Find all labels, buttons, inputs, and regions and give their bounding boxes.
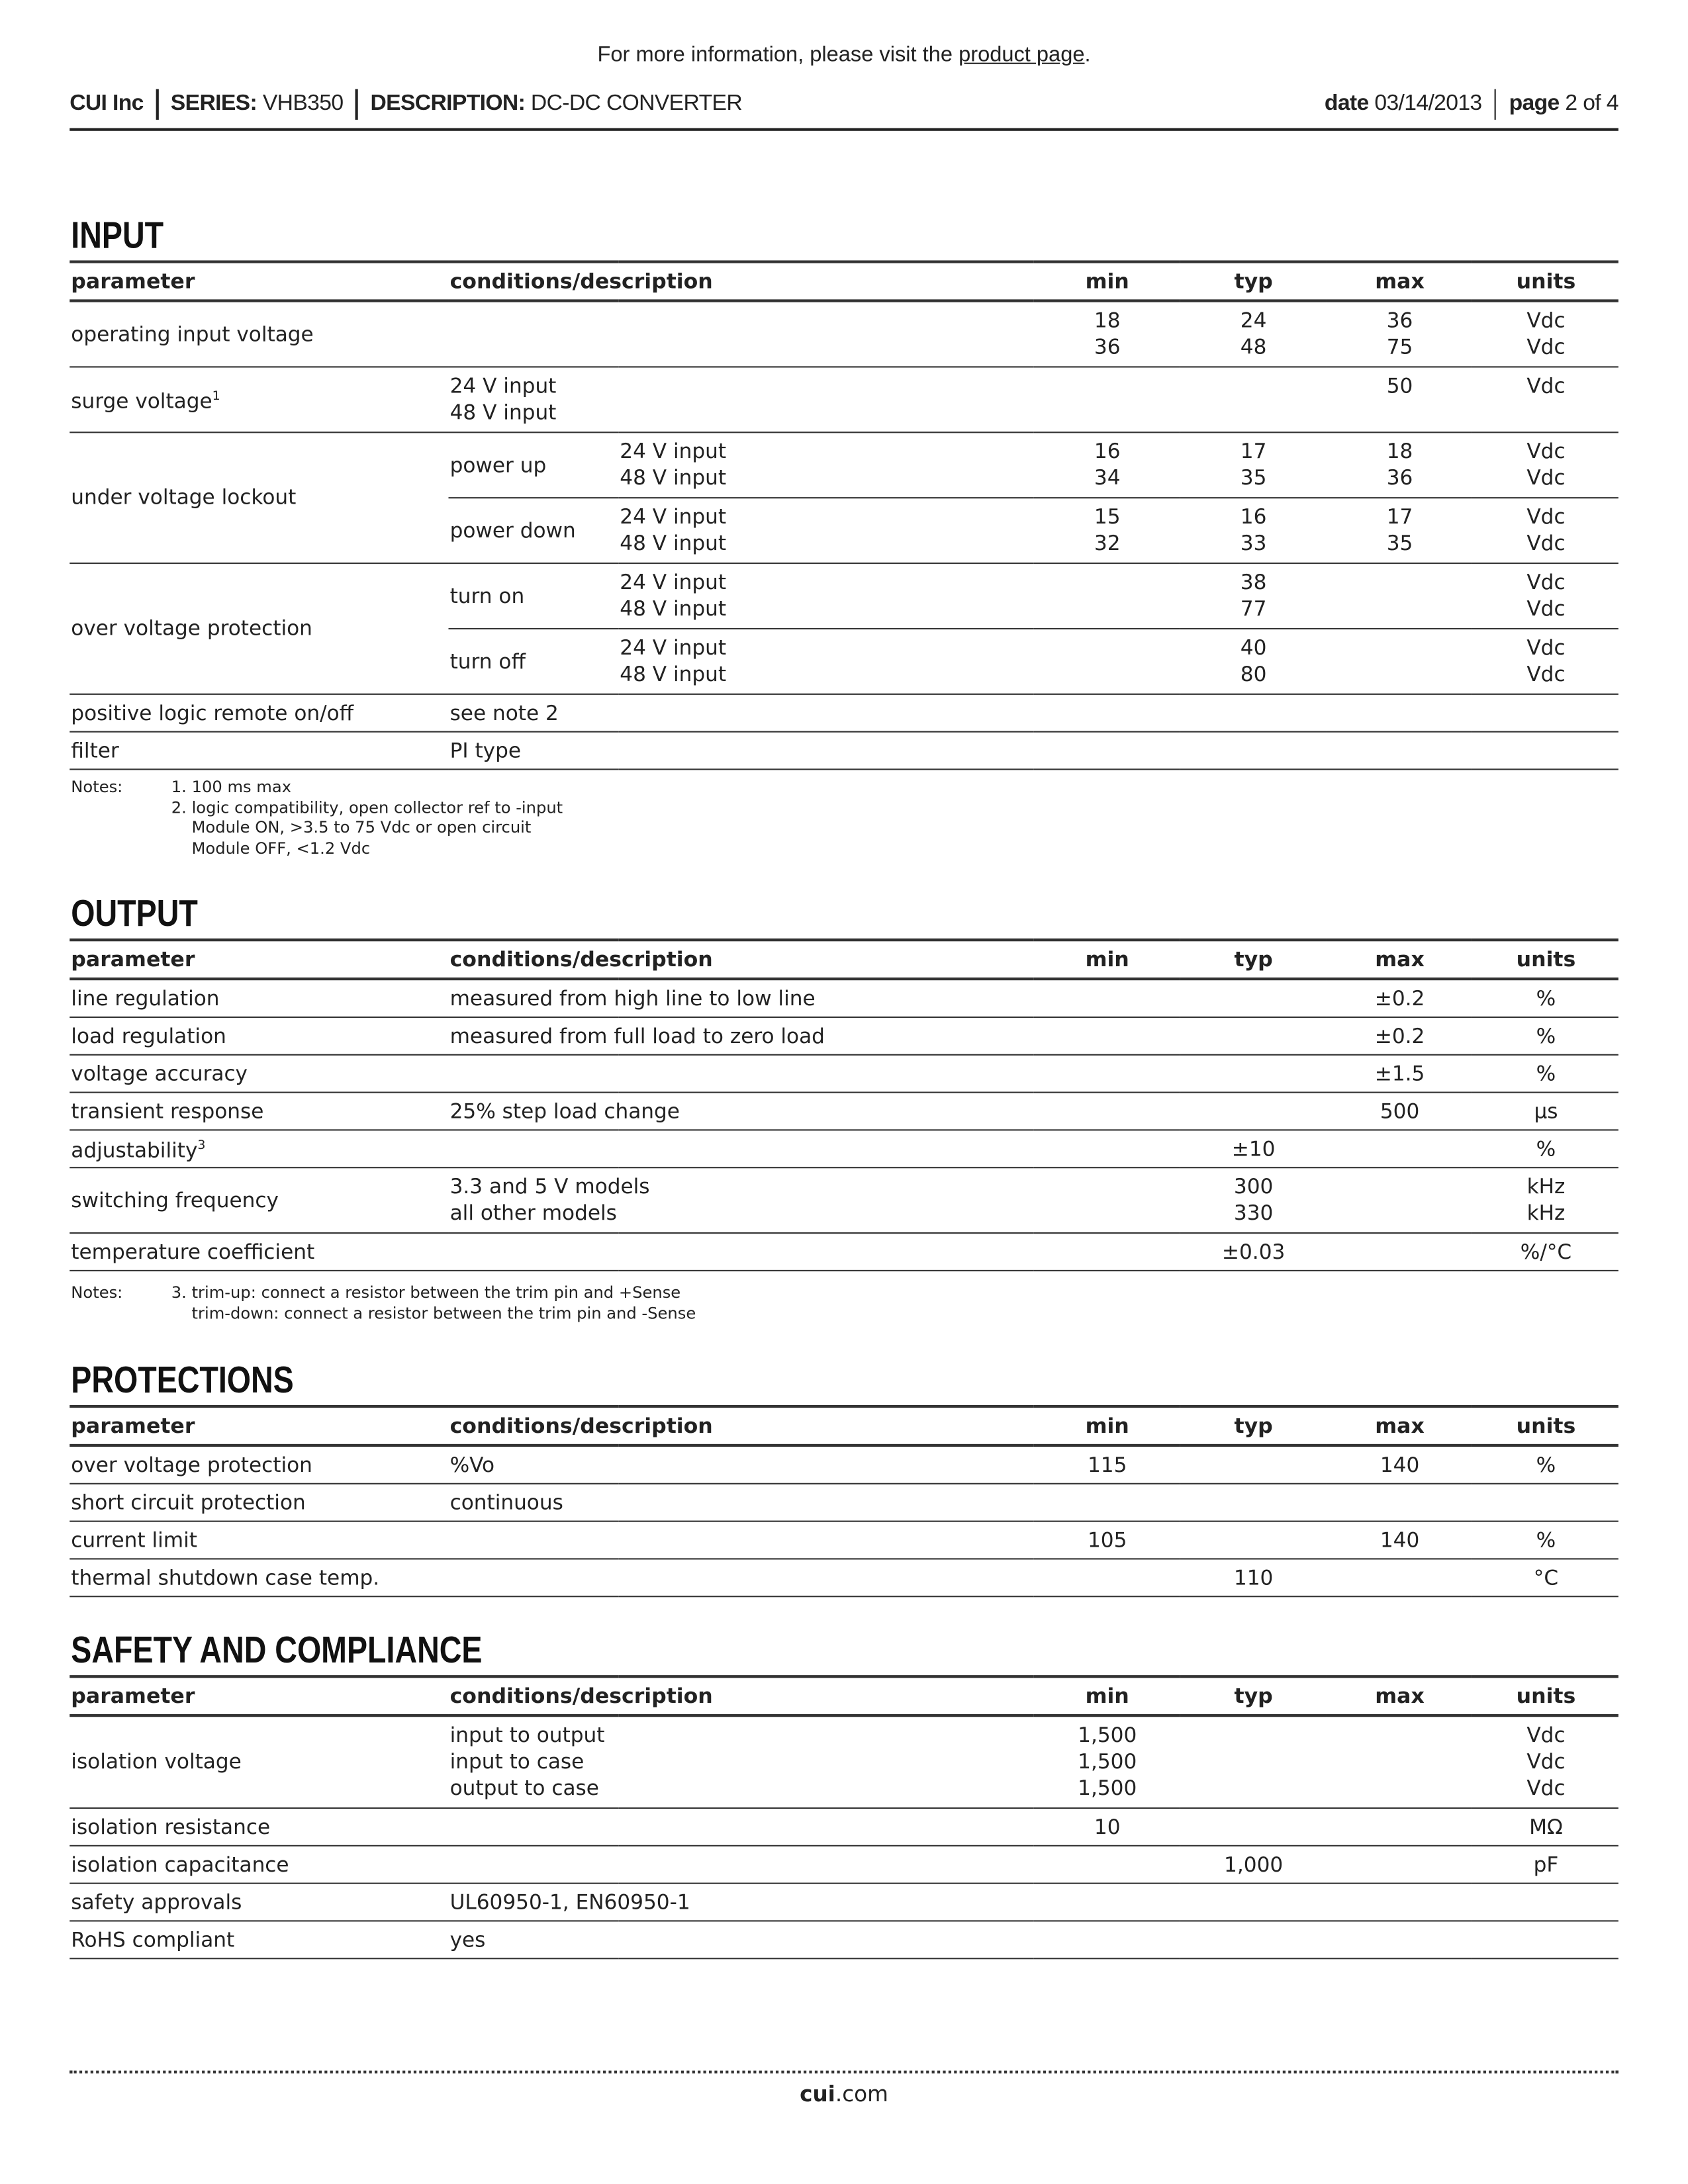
max-cell xyxy=(1326,629,1472,694)
table-row xyxy=(70,1233,1618,1271)
parameter-label: temperature coefficient xyxy=(71,1240,315,1264)
max-cell xyxy=(1326,1484,1472,1522)
condition-cell: PI type xyxy=(448,732,1033,770)
company-name: CUI Inc xyxy=(70,91,144,116)
typ-cell: 38 77 xyxy=(1180,563,1326,629)
notes-label: Notes: xyxy=(71,777,123,797)
min-cell: 16 34 xyxy=(1033,432,1180,498)
parameter-label: line regulation xyxy=(71,986,220,1011)
column-header-typ: typ xyxy=(1180,940,1326,979)
min-cell: 1,500 1,500 1,500 xyxy=(1033,1715,1180,1808)
max-cell xyxy=(1326,1808,1472,1846)
divider xyxy=(1494,89,1496,120)
units-cell: Vdc xyxy=(1472,367,1618,432)
min-cell: 115 xyxy=(1033,1445,1180,1484)
column-header-max: max xyxy=(1326,1406,1472,1445)
footer xyxy=(0,2081,1688,2107)
column-header-units: units xyxy=(1472,262,1618,301)
min-cell: 15 32 xyxy=(1033,498,1180,563)
max-cell: ±1.5 xyxy=(1326,1055,1472,1093)
condition-cell: measured from full load to zero load xyxy=(448,1017,1033,1055)
typ-cell: 24 48 xyxy=(1180,300,1326,367)
min-cell: 105 xyxy=(1033,1522,1180,1559)
parameter-cell xyxy=(70,979,448,1017)
table-row xyxy=(70,694,1618,732)
parameter-label: isolation voltage xyxy=(71,1750,242,1774)
parameter-cell xyxy=(70,1846,448,1884)
typ-cell xyxy=(1180,732,1326,770)
condition-cell: yes xyxy=(448,1921,1033,1958)
max-cell: 17 35 xyxy=(1326,498,1472,563)
parameter-cell xyxy=(70,1884,448,1921)
typ-cell: 16 33 xyxy=(1180,498,1326,563)
column-header-units: units xyxy=(1472,1676,1618,1715)
max-cell: 500 xyxy=(1326,1093,1472,1130)
min-cell xyxy=(1033,1233,1180,1271)
condition-cell: 24 V input 48 V input xyxy=(448,367,1033,432)
parameter-cell: under voltage lockout xyxy=(70,432,448,563)
typ-cell xyxy=(1180,1093,1326,1130)
table-row xyxy=(70,1846,1618,1884)
section-title: PROTECTIONS xyxy=(71,1359,294,1401)
table-header-row xyxy=(70,262,1618,301)
product-page-link[interactable]: product page xyxy=(959,43,1085,67)
column-header-parameter: parameter xyxy=(70,262,448,301)
parameter-label: operating input voltage xyxy=(71,322,314,346)
parameter-label: safety approvals xyxy=(71,1890,242,1914)
condition-cell xyxy=(448,300,1033,367)
section-title: OUTPUT xyxy=(71,892,198,934)
header-rule xyxy=(70,128,1618,131)
info-banner xyxy=(0,43,1688,68)
typ-cell: 110 xyxy=(1180,1559,1326,1596)
condition-detail-cell: 24 V input 48 V input xyxy=(618,629,1033,694)
condition-cell xyxy=(448,1233,1033,1271)
max-cell: 36 75 xyxy=(1326,300,1472,367)
column-header-max: max xyxy=(1326,940,1472,979)
max-cell: ±0.2 xyxy=(1326,979,1472,1017)
min-cell xyxy=(1033,1846,1180,1884)
table-row xyxy=(70,1884,1618,1921)
units-cell: pF xyxy=(1472,1846,1618,1884)
parameter-label: short circuit protection xyxy=(71,1490,306,1515)
condition-cell xyxy=(448,1559,1033,1596)
divider xyxy=(156,89,158,120)
max-cell xyxy=(1326,1130,1472,1167)
min-cell: 18 36 xyxy=(1033,300,1180,367)
note-item: 3. trim-up: connect a resistor between the trim pin and +Sense trim-down: connect a resistor between the trim pin and -Sense xyxy=(171,1282,696,1322)
table-row xyxy=(70,1484,1618,1522)
table-row xyxy=(70,1130,1618,1167)
condition-cell: input to output input to case output to case xyxy=(448,1715,1033,1808)
parameter-cell xyxy=(70,732,448,770)
table-header-row xyxy=(70,940,1618,979)
parameter-label: filter xyxy=(71,739,119,762)
condition-detail-cell: 24 V input 48 V input xyxy=(618,498,1033,563)
max-cell xyxy=(1326,1167,1472,1233)
parameter-cell xyxy=(70,694,448,732)
table-row xyxy=(70,432,1618,498)
max-cell xyxy=(1326,1921,1472,1958)
units-cell: % xyxy=(1472,1522,1618,1559)
typ-cell xyxy=(1180,979,1326,1017)
info-text-end: . xyxy=(1084,43,1091,67)
parameter-cell xyxy=(70,1921,448,1958)
column-header-typ: typ xyxy=(1180,262,1326,301)
max-cell xyxy=(1326,1233,1472,1271)
parameter-cell xyxy=(70,300,448,367)
condition-cell xyxy=(448,1522,1033,1559)
condition-cell: turn off xyxy=(448,629,618,694)
condition-detail-cell: 24 V input 48 V input xyxy=(618,563,1033,629)
table-row xyxy=(70,1522,1618,1559)
table-row xyxy=(70,979,1618,1017)
typ-cell xyxy=(1180,1055,1326,1093)
parameter-cell xyxy=(70,1715,448,1808)
min-cell xyxy=(1033,1484,1180,1522)
parameter-label: current limit xyxy=(71,1528,198,1552)
parameter-label: adjustability xyxy=(71,1139,198,1163)
units-cell: Vdc Vdc Vdc xyxy=(1472,1715,1618,1808)
typ-cell: 300 330 xyxy=(1180,1167,1326,1233)
parameter-cell xyxy=(70,1808,448,1846)
max-cell xyxy=(1326,1715,1472,1808)
units-cell: % xyxy=(1472,1017,1618,1055)
parameter-cell xyxy=(70,1130,448,1167)
table-row xyxy=(70,1055,1618,1093)
table-row xyxy=(70,1017,1618,1055)
typ-cell xyxy=(1180,1017,1326,1055)
min-cell xyxy=(1033,694,1180,732)
condition-cell: UL60950-1, EN60950-1 xyxy=(448,1884,1033,1921)
date-label: date xyxy=(1324,91,1369,116)
column-header-min: min xyxy=(1033,1406,1180,1445)
condition-cell: 3.3 and 5 V models all other models xyxy=(448,1167,1033,1233)
parameter-label: over voltage protection xyxy=(71,1453,312,1477)
table-row xyxy=(70,563,1618,629)
units-cell: kHz kHz xyxy=(1472,1167,1618,1233)
max-cell xyxy=(1326,732,1472,770)
typ-cell: ±0.03 xyxy=(1180,1233,1326,1271)
column-header-min: min xyxy=(1033,940,1180,979)
table-header-row xyxy=(70,1406,1618,1445)
min-cell xyxy=(1033,732,1180,770)
min-cell xyxy=(1033,1559,1180,1596)
condition-cell xyxy=(448,1846,1033,1884)
condition-cell: continuous xyxy=(448,1484,1033,1522)
units-cell: % xyxy=(1472,1055,1618,1093)
max-cell xyxy=(1326,694,1472,732)
column-header-conditions: conditions/description xyxy=(448,262,1033,301)
condition-cell: power down xyxy=(448,498,618,563)
parameter-cell: over voltage protection xyxy=(70,563,448,694)
max-cell xyxy=(1326,1846,1472,1884)
date-value: 03/14/2013 xyxy=(1374,91,1482,116)
min-cell xyxy=(1033,629,1180,694)
spec-table-input xyxy=(70,260,1618,770)
footnote-ref: 3 xyxy=(197,1139,206,1154)
typ-cell: 40 80 xyxy=(1180,629,1326,694)
max-cell: 140 xyxy=(1326,1445,1472,1484)
table-row xyxy=(70,1093,1618,1130)
parameter-label: surge voltage xyxy=(71,390,212,414)
units-cell: Vdc Vdc xyxy=(1472,629,1618,694)
condition-cell: turn on xyxy=(448,563,618,629)
typ-cell xyxy=(1180,694,1326,732)
table-row xyxy=(70,1715,1618,1808)
min-cell xyxy=(1033,1017,1180,1055)
units-cell xyxy=(1472,1484,1618,1522)
typ-cell xyxy=(1180,1808,1326,1846)
parameter-cell xyxy=(70,1055,448,1093)
min-cell xyxy=(1033,1167,1180,1233)
units-cell: %/°C xyxy=(1472,1233,1618,1271)
condition-cell: %Vo xyxy=(448,1445,1033,1484)
table-row xyxy=(70,732,1618,770)
spec-table-output xyxy=(70,938,1618,1271)
table-row xyxy=(70,300,1618,367)
column-header-units: units xyxy=(1472,1406,1618,1445)
table-row xyxy=(70,367,1618,432)
parameter-label: isolation capacitance xyxy=(71,1852,289,1877)
condition-cell: 25% step load change xyxy=(448,1093,1033,1130)
max-cell: 18 36 xyxy=(1326,432,1472,498)
max-cell: 50 xyxy=(1326,367,1472,432)
condition-cell: see note 2 xyxy=(448,694,1033,732)
footer-brand: cui xyxy=(800,2081,835,2107)
max-cell xyxy=(1326,563,1472,629)
typ-cell xyxy=(1180,1921,1326,1958)
parameter-cell xyxy=(70,1559,448,1596)
column-header-parameter: parameter xyxy=(70,940,448,979)
typ-cell: ±10 xyxy=(1180,1130,1326,1167)
condition-cell: power up xyxy=(448,432,618,498)
min-cell: 10 xyxy=(1033,1808,1180,1846)
parameter-label: isolation resistance xyxy=(71,1815,271,1839)
notes-block xyxy=(71,777,563,858)
column-header-parameter: parameter xyxy=(70,1406,448,1445)
units-cell xyxy=(1472,1884,1618,1921)
parameter-cell xyxy=(70,367,448,432)
typ-cell xyxy=(1180,1715,1326,1808)
column-header-units: units xyxy=(1472,940,1618,979)
min-cell xyxy=(1033,563,1180,629)
typ-cell: 1,000 xyxy=(1180,1846,1326,1884)
parameter-label: voltage accuracy xyxy=(71,1062,248,1086)
parameter-label: thermal shutdown case temp. xyxy=(71,1565,380,1590)
series-value: VHB350 xyxy=(262,91,344,116)
units-cell: Vdc Vdc xyxy=(1472,432,1618,498)
typ-cell xyxy=(1180,1484,1326,1522)
table-row xyxy=(70,1167,1618,1233)
note-item: 1. 100 ms max xyxy=(171,777,292,797)
column-header-conditions: conditions/description xyxy=(448,1676,1033,1715)
units-cell: % xyxy=(1472,979,1618,1017)
min-cell xyxy=(1033,1130,1180,1167)
min-cell xyxy=(1033,979,1180,1017)
description-value: DC-DC CONVERTER xyxy=(530,91,743,116)
parameter-cell xyxy=(70,1233,448,1271)
table-row xyxy=(70,1559,1618,1596)
parameter-cell xyxy=(70,1017,448,1055)
max-cell: ±0.2 xyxy=(1326,1017,1472,1055)
table-row xyxy=(70,1445,1618,1484)
column-header-conditions: conditions/description xyxy=(448,940,1033,979)
units-cell: MΩ xyxy=(1472,1808,1618,1846)
min-cell xyxy=(1033,1921,1180,1958)
note-item: 2. logic compatibility, open collector ref to -input Module ON, >3.5 to 75 Vdc or open circuit Module OFF, <1.2 Vdc xyxy=(171,797,563,858)
max-cell: 140 xyxy=(1326,1522,1472,1559)
units-cell: Vdc Vdc xyxy=(1472,300,1618,367)
min-cell xyxy=(1033,1884,1180,1921)
page-number: 2 of 4 xyxy=(1565,91,1618,116)
units-cell: Vdc Vdc xyxy=(1472,498,1618,563)
units-cell: % xyxy=(1472,1445,1618,1484)
units-cell: Vdc Vdc xyxy=(1472,563,1618,629)
units-cell: % xyxy=(1472,1130,1618,1167)
notes-label: Notes: xyxy=(71,1282,123,1302)
column-header-parameter: parameter xyxy=(70,1676,448,1715)
parameter-cell xyxy=(70,1522,448,1559)
column-header-conditions: conditions/description xyxy=(448,1406,1033,1445)
notes-block xyxy=(71,1283,696,1323)
typ-cell: 17 35 xyxy=(1180,432,1326,498)
footer-rule xyxy=(70,2071,1618,2073)
column-header-max: max xyxy=(1326,262,1472,301)
units-cell xyxy=(1472,694,1618,732)
min-cell xyxy=(1033,367,1180,432)
condition-detail-cell: 24 V input 48 V input xyxy=(618,432,1033,498)
parameter-label: switching frequency xyxy=(71,1188,279,1212)
units-cell xyxy=(1472,732,1618,770)
min-cell xyxy=(1033,1055,1180,1093)
parameter-label: RoHS compliant xyxy=(71,1927,235,1952)
column-header-typ: typ xyxy=(1180,1406,1326,1445)
spec-table-safety-and-compliance xyxy=(70,1675,1618,1959)
parameter-cell xyxy=(70,1167,448,1233)
condition-cell xyxy=(448,1130,1033,1167)
condition-cell xyxy=(448,1808,1033,1846)
column-header-typ: typ xyxy=(1180,1676,1326,1715)
units-cell xyxy=(1472,1921,1618,1958)
info-text: For more information, please visit the xyxy=(597,43,959,67)
description-label: DESCRIPTION: xyxy=(370,91,526,116)
series-label: SERIES: xyxy=(170,91,258,116)
footnote-ref: 1 xyxy=(212,390,220,404)
parameter-label: transient response xyxy=(71,1099,264,1123)
typ-cell xyxy=(1180,1522,1326,1559)
units-cell: μs xyxy=(1472,1093,1618,1130)
section-title: INPUT xyxy=(71,214,164,257)
column-header-max: max xyxy=(1326,1676,1472,1715)
spec-table-protections xyxy=(70,1405,1618,1597)
typ-cell xyxy=(1180,1445,1326,1484)
table-header-row xyxy=(70,1676,1618,1715)
parameter-cell xyxy=(70,1445,448,1484)
footer-domain: .com xyxy=(835,2081,888,2107)
section-title: SAFETY AND COMPLIANCE xyxy=(71,1629,483,1671)
divider xyxy=(355,89,357,120)
table-row xyxy=(70,1808,1618,1846)
parameter-cell xyxy=(70,1093,448,1130)
min-cell xyxy=(1033,1093,1180,1130)
table-row xyxy=(70,1921,1618,1958)
typ-cell xyxy=(1180,1884,1326,1921)
parameter-label: positive logic remote on/off xyxy=(71,701,354,725)
page-label: page xyxy=(1509,91,1560,116)
parameter-cell xyxy=(70,1484,448,1522)
condition-cell xyxy=(448,1055,1033,1093)
typ-cell xyxy=(1180,367,1326,432)
max-cell xyxy=(1326,1559,1472,1596)
max-cell xyxy=(1326,1884,1472,1921)
column-header-min: min xyxy=(1033,262,1180,301)
document-header xyxy=(70,89,1618,120)
parameter-label: load regulation xyxy=(71,1024,226,1048)
condition-cell: measured from high line to low line xyxy=(448,979,1033,1017)
units-cell: °C xyxy=(1472,1559,1618,1596)
column-header-min: min xyxy=(1033,1676,1180,1715)
